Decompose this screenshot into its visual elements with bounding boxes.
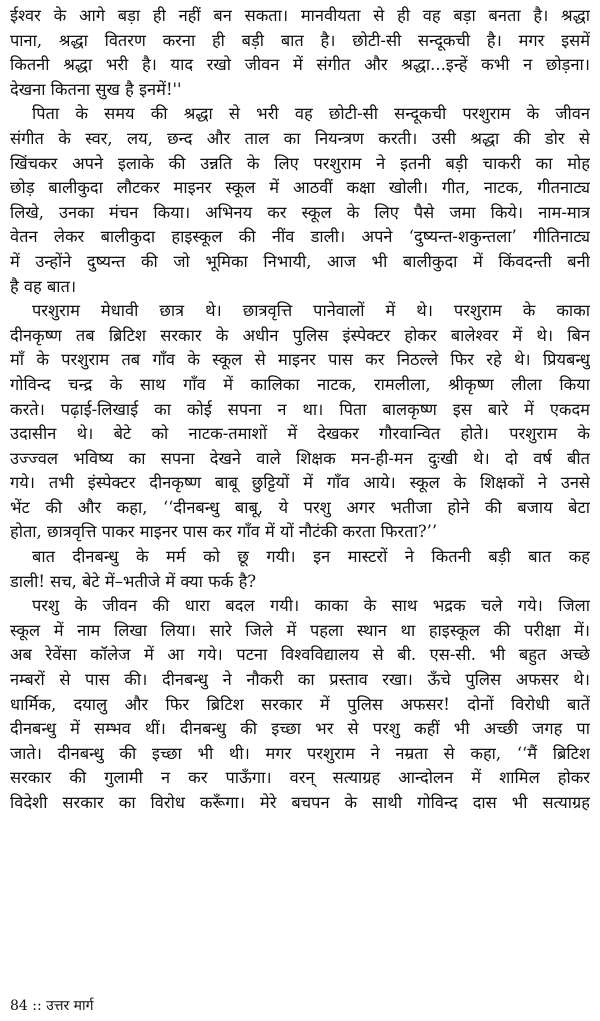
text-line: उज्ज्वल भविष्य का सपना देखने वाले शिक्षक मन-ही-मन दुःखी थे। दो वर्ष बीत xyxy=(10,448,590,468)
text-line: करते। पढ़ाई-लिखाई का कोई सपना न था। पिता बालकृष्ण इस बारे में एकदम xyxy=(10,399,590,419)
text-line: में उन्होंने दुष्यन्त की जो भूमिका निभायी, आज भी बालीकुदा में किंवदन्ती बनी xyxy=(10,251,590,271)
text-line: धार्मिक, दयालु और फिर ब्रिटिश सरकार में पुलिस अफसर! दोनों विरोधी बातें xyxy=(10,694,590,714)
text-line: ईश्वर के आगे बड़ा ही नहीं बन सकता। मानवीयता से ही वह बड़ा बनता है। श्रद्धा xyxy=(10,6,590,25)
paragraph-first-line: बात दीनबन्धु के मर्म को छू गयी। इन मास्टरों ने कितनी बड़ी बात कह xyxy=(32,547,590,567)
text-line: नम्बरों से पास की। दीनबन्धु ने नौकरी का प्रस्ताव रखा। ऊँचे पुलिस अफसर थे। xyxy=(10,670,590,690)
text-line: संगीत के स्वर, लय, छन्द और ताल का नियन्त्रण करती। उसी श्रद्धा की डोर से xyxy=(10,128,590,148)
text-line: होता, छात्रवृत्ति पाकर माइनर पास कर गाँव में यों नौटंकी करता फिरता?’’ xyxy=(10,522,438,542)
text-line: देखना कितना सुख है इनमें!'' xyxy=(10,79,182,99)
text-line: खिंचकर अपने इलाके की उन्नति के लिए परशुराम ने इतनी बड़ी चाकरी का मोह xyxy=(10,153,590,173)
text-line: छोड़ बालीकुदा लौटकर माइनर स्कूल में आठवीं कक्षा खोली। गीत, नाटक, गीतनाट्य xyxy=(10,178,590,198)
text-line: सरकार की गुलामी न कर पाऊँगा। वरन् सत्याग्रह आन्दोलन में शामिल होकर xyxy=(10,768,590,788)
text-line: पाना, श्रद्धा वितरण करना ही बड़ी बात है। छोटी-सी सन्दूकची है। मगर इसमें xyxy=(10,30,590,50)
paragraph-first-line: परशु के जीवन की धारा बदल गयी। काका के साथ भद्रक चले गये। जिला xyxy=(32,596,590,616)
text-line: वेतन लेकर बालीकुदा हाइस्कूल की नींव डाली। अपने ‘दुष्यन्त-शकुन्तला’ गीतिनाट्य xyxy=(10,227,590,247)
text-line: लिखे, उनका मंचन किया। अभिनय कर स्कूल के लिए पैसे जमा किये। नाम-मात्र xyxy=(10,202,590,222)
paragraph-first-line: परशुराम मेधावी छात्र थे। छात्रवृत्ति पानेवालों में थे। परशुराम के काका xyxy=(32,301,590,321)
paragraph-first-line: पिता के समय की श्रद्धा से भरी वह छोटी-सी सन्दूकची परशुराम के जीवन xyxy=(32,104,590,124)
page-body-text xyxy=(10,4,590,816)
text-line: माँ के परशुराम तब गाँव के स्कूल से माइनर पास कर निठल्ले फिर रहे थे। प्रियबन्धु xyxy=(10,350,590,370)
text-line: दीनबन्धु में सम्भव थीं। दीनबन्धु की इच्छा भर से परशु कहीं भी अच्छी जगह पा xyxy=(10,719,590,739)
text-line: विदेशी सरकार का विरोध करूँगा। मेरे बचपन के साथी गोविन्द दास भी सत्याग्रह xyxy=(10,793,590,812)
text-line: अब रेवेंसा कॉलेज में आ गये। पटना विश्वविद्यालय से बी. एस-सी. भी बहुत अच्छे xyxy=(10,645,590,665)
text-line: उदासीन थे। बेटे को नाटक-तमाशों में देखकर गौरवान्वित होते। परशुराम के xyxy=(10,424,590,444)
page-footer: 84 :: उत्तर मार्ग xyxy=(10,998,94,1014)
text-line: भेंट की और कहा, ‘‘दीनबन्धु बाबू, ये परशु अगर भतीजा होने की बजाय बेटा xyxy=(10,497,590,517)
text-line: है वह बात। xyxy=(10,276,77,296)
text-line: जाते। दीनबन्धु की इच्छा भी थी। मगर परशुराम ने नम्रता से कहा, ‘‘मैं ब्रिटिश xyxy=(10,743,590,763)
text-line: गये। तभी इंस्पेक्टर दीनकृष्ण बाबू छुट्टियों में गाँव आये। स्कूल के शिक्षकों ने उनसे xyxy=(10,473,590,493)
text-line: स्कूल में नाम लिखा लिया। सारे जिले में पहला स्थान था हाइस्कूल की परीक्षा में। xyxy=(10,620,590,640)
text-line: गोविन्द चन्द्र के साथ गाँव में कालिका नाटक, रामलीला, श्रीकृष्ण लीला किया xyxy=(10,374,590,394)
text-line: दीनकृष्ण तब ब्रिटिश सरकार के अधीन पुलिस इंस्पेक्टर होकर बालेश्वर में थे। बिन xyxy=(10,325,590,345)
text-line: कितनी श्रद्धा भरी है। याद रखो जीवन में संगीत और श्रद्धा...इन्हें कभी न छोड़ना। xyxy=(10,55,590,75)
text-line: डाली! सच, बेटे में–भतीजे में क्या फर्क है? xyxy=(10,571,257,591)
